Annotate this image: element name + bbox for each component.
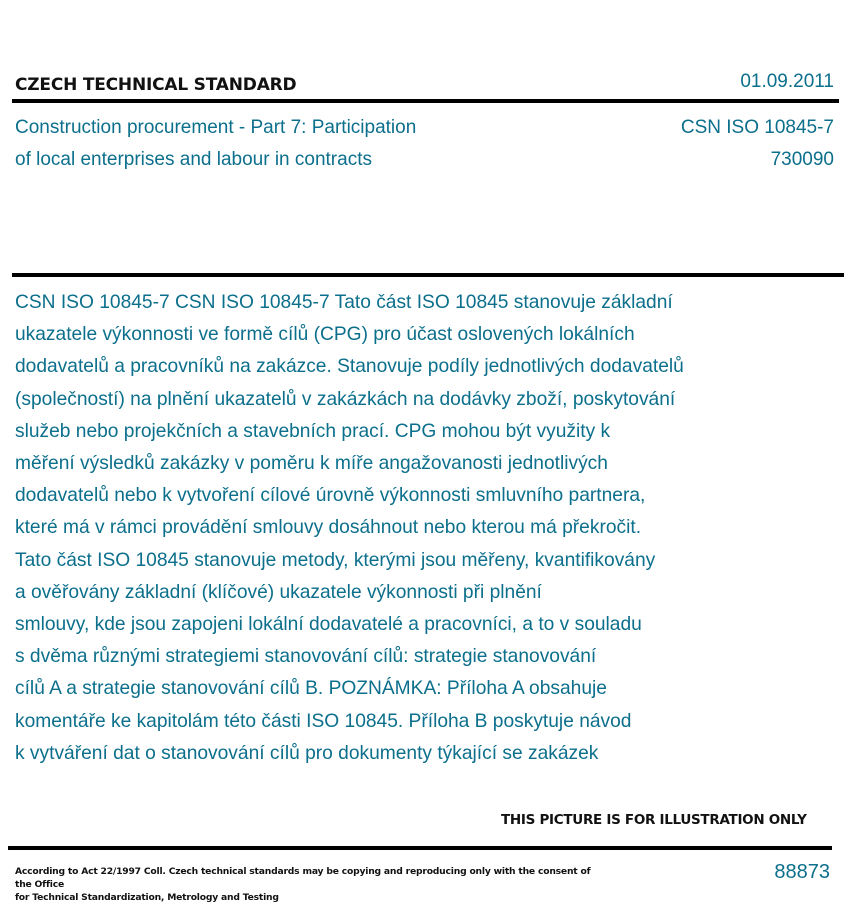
- standard-title-line-1: Construction procurement - Part 7: Participation: [15, 117, 417, 138]
- standard-abstract: CSN ISO 10845-7 CSN ISO 10845-7 Tato část ISO 10845 stanovuje základní ukazatele výkonnosti ve formě cílů (CPG) pro účast oslovených lokálních dodavatelů a pracovníků na zakázce. Stanovuje podíly jednotlivých dodavatelů (společností) na plnění ukazatelů v zakázkách na dodávky zboží, poskytování služeb nebo projekčních a stavebních prací. CPG mohou být využity k měření výsledků zakázky v poměru k míře angažovanosti jednotlivých dodavatelů nebo k vytvoření cílové úrovně výkonnosti smluvního partnera, které má v rámci provádění smlouvy dosáhnout nebo kterou má překročit. Tato část ISO 10845 stanovuje metody, kterými jsou měřeny, kvantifikovány a ověřovány základní (klíčové) ukazatele výkonnosti při plnění smlouvy, kde jsou zapojeni lokální dodavatelé a pracovníci, a to v souladu s dvěma různými strategiemi stanovování cílů: strategie stanovování cílů A a strategie stanovování cílů B. POZNÁMKA: Příloha A obsahuje komentáře ke kapitolám této části ISO 10845. Příloha B poskytuje návod k vytváření dat o stanovování cílů pro dokumenty týkající se zakázek: [15, 292, 684, 764]
- footer-divider: [8, 846, 832, 850]
- title-divider: [12, 273, 844, 277]
- publication-date: 01.09.2011: [740, 71, 834, 92]
- header-divider: [12, 99, 839, 103]
- standard-title-line-2: of local enterprises and labour in contracts: [15, 149, 372, 170]
- document-type-heading: CZECH TECHNICAL STANDARD: [15, 75, 297, 95]
- standard-code: CSN ISO 10845-7: [680, 117, 834, 138]
- standard-class-number: 730090: [770, 149, 834, 170]
- legal-notice: According to Act 22/1997 Coll. Czech technical standards may be copying and reproducing only with the consent of the Office for Technical Standardization, Metrology and Testing: [15, 866, 591, 903]
- illustration-disclaimer: THIS PICTURE IS FOR ILLUSTRATION ONLY: [501, 812, 807, 828]
- catalog-number: 88873: [774, 861, 830, 883]
